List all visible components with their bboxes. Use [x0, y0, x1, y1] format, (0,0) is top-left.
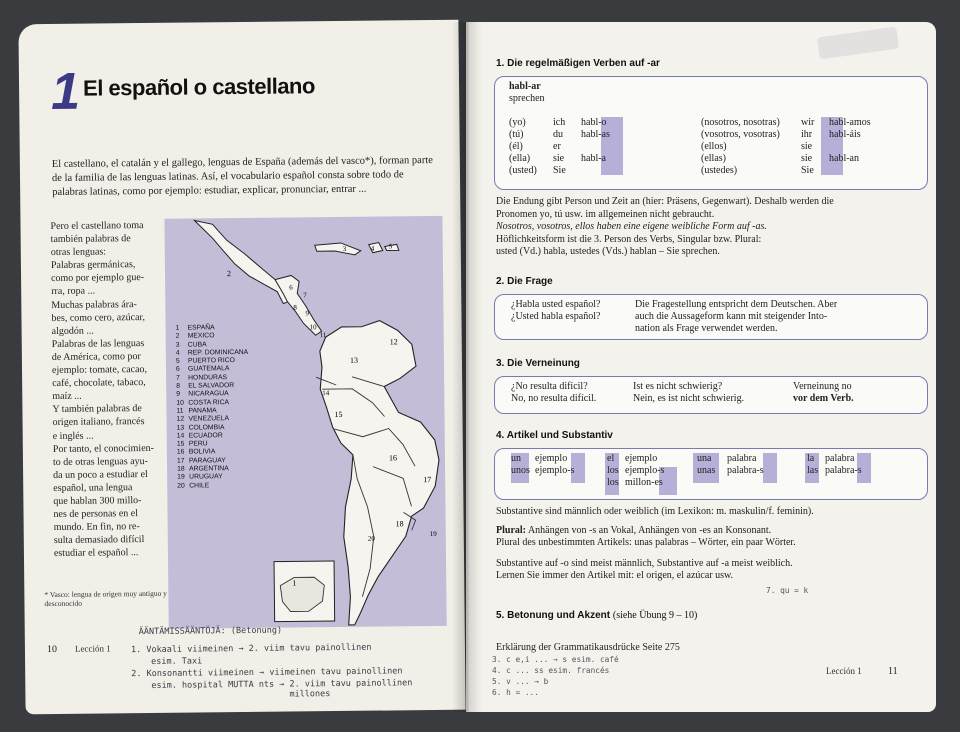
- conjugation-cell: habl-as: [581, 129, 610, 140]
- noun-word: palabra-s: [825, 465, 862, 476]
- map-label-13: 13: [349, 355, 358, 365]
- column-text-line: mundo. En fin, no re-: [53, 521, 140, 534]
- conjugation-cell: wir: [801, 117, 815, 128]
- column-text-line: to de otras lenguas ayu-: [52, 455, 149, 468]
- map-label-17: 17: [423, 475, 432, 485]
- lesson-label-left: Lección 1: [74, 643, 111, 654]
- page-tab-mark: [817, 27, 899, 60]
- country-number: 9: [176, 391, 181, 399]
- section-5-title: [496, 610, 697, 621]
- article-word: los: [607, 465, 619, 476]
- column-text-line: de América, como por: [51, 350, 141, 363]
- noun-word: palabra: [825, 453, 855, 464]
- conjugation-cell: ich: [553, 117, 566, 128]
- column-text-line: español, una lengua: [53, 482, 133, 494]
- text-line: Substantive auf -o sind meist männlich, Substantive auf -a meist weiblich.: [496, 557, 793, 569]
- column-text-line: Palabras germánicas,: [50, 259, 136, 272]
- noun-word: palabra: [727, 453, 757, 464]
- map-label-7: 7: [303, 291, 307, 300]
- country-number: 13: [176, 424, 185, 432]
- noun-word: ejemplo: [535, 453, 568, 464]
- handwritten-note: esim. hospital MUTTA nts → 2. viim tavu painollinen: [151, 678, 413, 691]
- section-3-title: 3. Die Verneinung: [496, 358, 580, 369]
- conjugation-cell: (yo): [509, 117, 526, 128]
- country-number: 12: [176, 415, 185, 423]
- noun-word: palabra-s: [727, 465, 764, 476]
- country-name: MEXICO: [187, 332, 215, 340]
- country-number: 15: [176, 440, 185, 448]
- conjugation-cell: (ella): [509, 153, 531, 164]
- explanation-line: Die Fragestellung entspricht dem Deutschen. Aber: [635, 299, 838, 310]
- column-text-line: rra, ropa ...: [51, 286, 96, 298]
- plural-label: Plural:: [496, 524, 526, 536]
- column-text-line: como por ejemplo gue-: [51, 272, 145, 285]
- noun-word: millon-es: [625, 477, 663, 488]
- text-line: Pronomen yo, tú usw. im allgemeinen nicht gebraucht.: [496, 208, 715, 220]
- country-name: URUGUAY: [189, 473, 223, 481]
- country-number: 19: [177, 473, 185, 482]
- country-number: 20: [177, 482, 185, 490]
- handwritten-note: millones: [289, 689, 331, 700]
- footnote: * Vasco: lengua de origen muy antiguo y desconocido: [44, 588, 167, 609]
- country-name: PANAMA: [188, 407, 217, 415]
- map-label-14: 14: [322, 389, 330, 398]
- conjugation-cell: sie: [553, 153, 565, 164]
- conjugation-cell: habl-an: [829, 153, 859, 164]
- left-page: [18, 20, 465, 715]
- page-number-right: 11: [888, 666, 898, 677]
- country-legend: [176, 324, 250, 491]
- conjugation-cell: Sie: [801, 165, 814, 176]
- country-name: ESPAÑA: [187, 324, 215, 332]
- map-label-16: 16: [388, 453, 398, 463]
- question-example: ¿Usted habla español?: [511, 311, 601, 322]
- hispanic-world-map: [164, 216, 446, 629]
- text-line: Höflichkeitsform ist die 3. Person des Verbs, Singular bzw. Plural:: [496, 233, 762, 245]
- section-4-text: [496, 506, 926, 583]
- column-text-line: Palabras de las lenguas: [51, 337, 145, 350]
- country-name: VENEZUELA: [188, 415, 230, 423]
- map-label-19: 19: [429, 529, 437, 539]
- column-text-line: otras lenguas:: [50, 246, 107, 259]
- country-number: 8: [176, 382, 181, 390]
- country-name: EL SALVADOR: [188, 382, 235, 390]
- column-text-line: algodón ...: [51, 325, 94, 337]
- handwritten-note: 3. c e,i ... → s esim. café: [492, 655, 619, 664]
- country-name: CHILE: [189, 481, 210, 490]
- plural-text: Anhängen von -s an Vokal, Anhängen von -es an Konsonant.: [527, 524, 772, 536]
- article-word: un: [511, 453, 521, 464]
- conjugation-cell: (tú): [509, 129, 524, 140]
- country-number: 7: [176, 374, 180, 382]
- column-text-line: Muchas palabras ára-: [51, 298, 137, 311]
- country-name: PARAGUAY: [188, 456, 226, 465]
- map-label-1: 1: [292, 578, 297, 588]
- chapter-number: 1: [50, 62, 81, 121]
- country-number: 16: [176, 449, 185, 457]
- handwritten-note: 1. Vokaali viimeinen → 2. viim tavu painollinen: [130, 642, 372, 656]
- country-number: 17: [176, 457, 185, 465]
- article-word: unos: [511, 465, 530, 476]
- country-name: CUBA: [187, 340, 207, 349]
- handwritten-note: 7. qu = k: [766, 586, 809, 595]
- column-text-line: da un poco a estudiar el: [53, 468, 148, 481]
- negation-box: [494, 376, 928, 414]
- noun-word: ejemplo-s: [535, 465, 575, 476]
- conjugation-cell: habl-áis: [829, 129, 861, 140]
- verb-infinitive-translation: sprechen: [509, 93, 545, 104]
- column-text-line: Por tanto, el conocimien-: [52, 442, 154, 455]
- country-number: 18: [177, 465, 185, 473]
- conjugation-cell: (usted): [509, 165, 537, 176]
- column-text-line: Pero el castellano toma: [50, 220, 144, 232]
- question-box: [494, 294, 928, 340]
- conjugation-cell: habl-amos: [829, 117, 871, 128]
- section-5-ref: (siehe Übung 9 – 10): [612, 610, 698, 621]
- glossary-reference: Erklärung der Grammatikausdrücke Seite 275: [496, 642, 680, 653]
- country-name: REP. DOMINICANA: [187, 348, 249, 357]
- article-word: los: [607, 477, 619, 488]
- article-word: unas: [697, 465, 716, 476]
- country-legend-item: [177, 482, 249, 491]
- article-word: las: [807, 465, 819, 476]
- handwritten-note: esim. Taxi: [151, 656, 203, 667]
- negation-de: Ist es nicht schwierig?: [633, 381, 723, 392]
- conjugation-cell: (ellos): [701, 141, 727, 152]
- country-number: 5: [175, 357, 180, 365]
- country-name: COSTA RICA: [188, 398, 230, 407]
- column-text-line: nes de personas en el: [53, 508, 139, 521]
- text-line: Plural des unbestimmten Artikels: unas palabras – Wörter, ein paar Wörter.: [496, 537, 796, 549]
- country-name: GUATEMALA: [187, 365, 230, 374]
- conjugation-cell: (ellas): [701, 153, 726, 164]
- map-label-2: 2: [226, 269, 232, 279]
- map-label-6: 6: [289, 283, 293, 292]
- country-number: 3: [175, 341, 180, 349]
- article-word: el: [607, 453, 615, 464]
- verb-stem: habl-ar: [509, 81, 541, 92]
- country-number: 6: [175, 366, 180, 374]
- column-text-line: también palabras de: [50, 233, 131, 246]
- negation-de: Nein, es ist nicht schwierig.: [633, 393, 745, 404]
- section-1-title: 1. Die regelmäßigen Verben auf -ar: [496, 58, 660, 69]
- section-2-title: 2. Die Frage: [496, 276, 553, 287]
- column-text-line: e inglés ...: [52, 430, 94, 442]
- map-label-8: 8: [293, 303, 297, 312]
- right-page: [466, 22, 936, 712]
- book-spine-shadow: [452, 22, 482, 712]
- country-name: HONDURAS: [188, 373, 228, 382]
- conjugation-cell: (ustedes): [701, 165, 738, 176]
- country-number: 11: [176, 407, 184, 415]
- text-line: Substantive sind männlich oder weiblich (im Lexikon: m. maskulin/f. feminin).: [496, 506, 814, 517]
- column-text-line: café, chocolate, tabaco,: [52, 377, 146, 390]
- section-1-text: [496, 196, 926, 259]
- article-word: la: [807, 453, 815, 464]
- conjugation-cell: habl-o: [581, 117, 607, 128]
- conjugation-cell: (vosotros, vosotras): [701, 129, 780, 140]
- conjugation-cell: sie: [801, 141, 813, 152]
- negation-es: ¿No resulta difícil?: [511, 381, 588, 392]
- column-text-line: maíz ...: [52, 390, 82, 403]
- explanation-line: auch die Aussageform kann mit steigender Into-: [635, 311, 828, 322]
- map-label-5: 5: [388, 242, 393, 251]
- country-number: 14: [176, 432, 185, 440]
- section-5-label: 5. Betonung und Akzent: [496, 610, 611, 621]
- column-text-line: sulta demasiado difícil: [53, 534, 145, 547]
- plural-rule: [496, 525, 926, 538]
- conjugation-cell: (nosotros, nosotras): [701, 117, 780, 128]
- map-label-10: 10: [309, 323, 317, 332]
- conjugation-box: [494, 76, 928, 190]
- ending-highlight: [763, 453, 777, 483]
- text-line: Die Endung gibt Person und Zeit an (hier: Präsens, Gegenwart). Deshalb werden die: [496, 196, 834, 207]
- negation-es: No, no resulta difícil.: [511, 393, 597, 404]
- article-box: [494, 448, 928, 500]
- side-column-text: [50, 219, 184, 561]
- map-label-11: 11: [319, 331, 327, 340]
- section-4-title: 4. Artikel und Substantiv: [496, 430, 613, 441]
- question-example: ¿Habla usted español?: [511, 299, 601, 310]
- map-label-20: 20: [367, 534, 375, 543]
- noun-word: ejemplo-s: [625, 465, 665, 476]
- country-name: BOLIVIA: [188, 448, 216, 457]
- conjugation-cell: Sie: [553, 165, 566, 176]
- column-text-line: Y también palabras de: [52, 403, 142, 416]
- conjugation-cell: ihr: [801, 129, 813, 140]
- handwritten-note: 6. h = ...: [492, 688, 539, 697]
- country-number: 10: [176, 399, 184, 407]
- column-text-line: ejemplo: tomate, cacao,: [51, 364, 148, 377]
- text-line: usted (Vd.) habla, ustedes (Vds.) hablan – Sie sprechen.: [496, 246, 720, 258]
- text-line: Nosotros, vosotros, ellos haben eine eigene weibliche Form auf -as.: [496, 221, 767, 233]
- handwritten-note: 2. Konsonantti viimeinen → viimeinen tavu painollinen: [131, 666, 403, 680]
- country-name: ARGENTINA: [189, 465, 229, 473]
- country-number: 1: [175, 324, 180, 332]
- country-name: PUERTO RICO: [187, 357, 235, 365]
- column-text-line: estudiar el español ...: [53, 547, 139, 560]
- map-label-4: 4: [370, 244, 375, 253]
- open-textbook: [22, 22, 940, 712]
- map-label-18: 18: [395, 519, 404, 529]
- country-name: NICARAGUA: [188, 390, 229, 398]
- noun-word: ejemplo: [625, 453, 658, 464]
- column-text-line: bes, como cero, azúcar,: [51, 311, 145, 324]
- intro-paragraph: El castellano, el catalán y el gallego, lenguas de España (además del vasco*), forman parte de la familia de las lenguas latinas. Así, el vocabulario español consta sobre todo de palabras latinas, como por ejemplo: estudiar, explicar, pronunciar, entrar ...: [51, 154, 433, 198]
- conjugation-cell: du: [553, 129, 563, 140]
- map-label-3: 3: [342, 244, 347, 253]
- column-text-line: origen italiano, francés: [52, 416, 145, 429]
- map-label-12: 12: [389, 337, 398, 347]
- conjugation-cell: habl-a: [581, 153, 606, 164]
- map-label-15: 15: [334, 409, 343, 420]
- explanation-line: nation als Frage verwendet werden.: [635, 323, 778, 334]
- lesson-label-right: Lección 1: [826, 666, 862, 676]
- handwritten-note: 5. v ... → b: [492, 677, 549, 686]
- country-name: PERU: [188, 440, 208, 448]
- conjugation-cell: (él): [509, 141, 523, 152]
- article-word: una: [697, 453, 712, 464]
- country-name: COLOMBIA: [188, 423, 225, 432]
- text-line: Lernen Sie immer den Artikel mit: el origen, el azúcar usw.: [496, 570, 734, 582]
- page-number-left: 10: [46, 643, 58, 656]
- country-name: ECUADOR: [188, 432, 223, 440]
- map-label-9: 9: [305, 309, 309, 318]
- conjugation-cell: er: [553, 141, 561, 152]
- column-text-line: que hablan 300 millo-: [53, 495, 142, 507]
- conjugation-cell: sie: [801, 153, 813, 164]
- handwritten-note: 4. c ... ss esim. francés: [492, 666, 610, 675]
- handwritten-note: ÄÄNTÄMISSÄÄNTÖJÄ: (Betonung): [138, 625, 283, 638]
- negation-note: Verneinung no: [793, 381, 852, 392]
- chapter-title: El español o castellano: [82, 73, 316, 101]
- country-number: 4: [175, 349, 180, 357]
- negation-note: vor dem Verb.: [793, 393, 854, 404]
- country-number: 2: [175, 332, 180, 340]
